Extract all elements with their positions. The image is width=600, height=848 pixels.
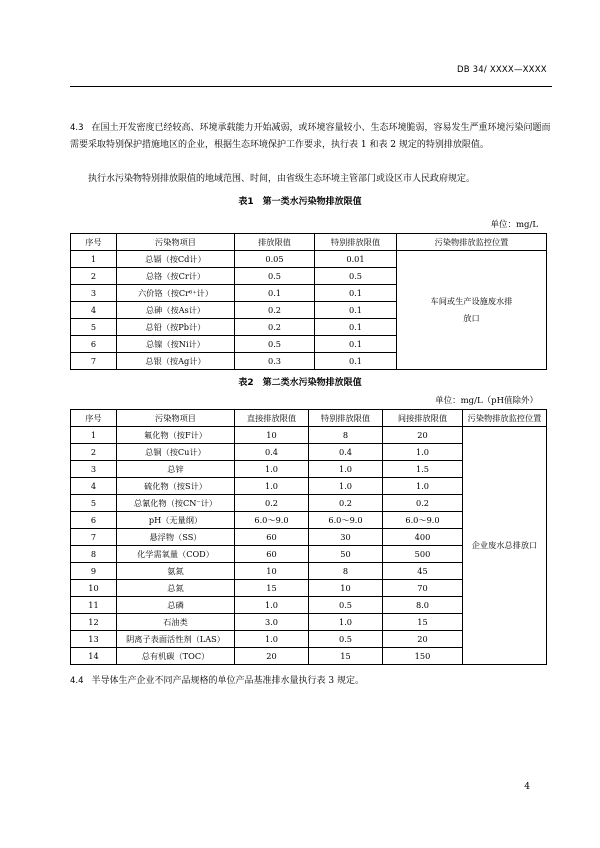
section-text: 在国土开发密度已经较高、环境承载能力开始减弱，或环境容量较小、生态环境脆弱，容易发生严重环境污染问题而需要采取特别保护措施地区的企业，根据生态环境保护工作要求，执行表 1 和表 2 规定的特别排放限值。	[70, 123, 551, 150]
table-cell: 30	[309, 529, 383, 546]
table-cell: 70	[383, 580, 463, 597]
table2-header-seq: 序号	[71, 410, 117, 427]
section-4-3-paragraph-2: 执行水污染物特别排放限值的地域范围、时间，由省级生态环境主管部门或设区市人民政府规定。	[88, 174, 476, 184]
table2-caption: 表2 第二类水污染物排放限值	[238, 378, 362, 388]
table-cell: 0.1	[315, 336, 397, 353]
table-cell: 400	[383, 529, 463, 546]
table2-unit: 单位：mg/L（pH值除外）	[435, 396, 538, 406]
table-cell: 1.0	[235, 597, 309, 614]
table-cell: 0.5	[235, 336, 315, 353]
table-cell: 1.0	[309, 478, 383, 495]
table1-header-row	[71, 234, 547, 251]
table-cell: 总砷（按As计）	[117, 302, 235, 319]
section-4-4	[70, 673, 552, 690]
table-cell: 12	[71, 614, 117, 631]
table-cell: 60	[235, 529, 309, 546]
table-cell: 50	[309, 546, 383, 563]
table-cell: 总磷	[117, 597, 235, 614]
table-cell: 总锌	[117, 461, 235, 478]
table-cell: 20	[383, 631, 463, 648]
table-row	[71, 251, 547, 268]
table-cell: 0.05	[235, 251, 315, 268]
table-cell: 0.5	[235, 268, 315, 285]
table2-header-pollutant: 污染物项目	[117, 410, 235, 427]
table-cell: 6	[71, 512, 117, 529]
table-cell: 3	[71, 285, 117, 302]
table-cell: 1.0	[235, 461, 309, 478]
table-cell: 总镍（按Ni计）	[117, 336, 235, 353]
table-cell: 3	[71, 461, 117, 478]
table-cell: 7	[71, 529, 117, 546]
table-cell: 1.0	[383, 478, 463, 495]
table-cell: 5	[71, 495, 117, 512]
table-cell: 悬浮物（SS）	[117, 529, 235, 546]
table-cell: 0.1	[235, 285, 315, 302]
table-cell: 6.0～9.0	[309, 512, 383, 529]
table2-location-cell: 企业废水总排放口	[463, 427, 547, 665]
table-cell: 1.0	[309, 614, 383, 631]
table-cell: 0.5	[309, 631, 383, 648]
table-cell: 4	[71, 478, 117, 495]
table-cell: 1.0	[235, 478, 309, 495]
table-cell: 总铅（按Pb计）	[117, 319, 235, 336]
table-cell: 0.1	[315, 353, 397, 370]
table-cell: 总铜（按Cu计）	[117, 444, 235, 461]
table-cell: 3.0	[235, 614, 309, 631]
section-4-3	[70, 120, 552, 154]
table2-header-special-limit: 特别排放限值	[309, 410, 383, 427]
table-cell: 15	[383, 614, 463, 631]
table-cell: 总银（按Ag计）	[117, 353, 235, 370]
table-cell: 总铬（按Cr计）	[117, 268, 235, 285]
table-cell: 20	[383, 427, 463, 444]
table-cell: 1	[71, 427, 117, 444]
table1-header-limit: 排放限值	[235, 234, 315, 251]
table-cell: 20	[235, 648, 309, 665]
header-rule	[70, 86, 552, 87]
table-cell: 13	[71, 631, 117, 648]
table-cell: 6	[71, 336, 117, 353]
table1-header-special-limit: 特别排放限值	[315, 234, 397, 251]
section-number: 4.3	[70, 123, 84, 133]
table-cell: 1.0	[235, 631, 309, 648]
table-cell: 8	[309, 563, 383, 580]
table-cell: 7	[71, 353, 117, 370]
table2-header-direct-limit: 直接排放限值	[235, 410, 309, 427]
table-cell: 六价铬（按Cr⁶⁺计）	[117, 285, 235, 302]
table-cell: 10	[235, 427, 309, 444]
table1	[70, 233, 547, 370]
table-cell: 0.1	[315, 285, 397, 302]
table-cell: 总氰化物（按CN⁻计）	[117, 495, 235, 512]
table-cell: 6.0～9.0	[235, 512, 309, 529]
table-cell: 石油类	[117, 614, 235, 631]
table-cell: 8	[71, 546, 117, 563]
table-cell: 60	[235, 546, 309, 563]
table-cell: 4	[71, 302, 117, 319]
table-cell: 0.3	[235, 353, 315, 370]
table-cell: 阴离子表面活性剂（LAS）	[117, 631, 235, 648]
table-cell: 45	[383, 563, 463, 580]
table-cell: 氨氮	[117, 563, 235, 580]
table-cell: 0.2	[309, 495, 383, 512]
table-cell: 9	[71, 563, 117, 580]
page-number: 4	[524, 782, 530, 792]
table2-header-row	[71, 410, 547, 427]
table-cell: 总镉（按Cd计）	[117, 251, 235, 268]
table-cell: 10	[309, 580, 383, 597]
table-cell: 总有机碳（TOC）	[117, 648, 235, 665]
table-cell: 0.01	[315, 251, 397, 268]
table-cell: 0.1	[315, 319, 397, 336]
table-cell: 1.0	[383, 444, 463, 461]
table-cell: 0.5	[315, 268, 397, 285]
table-cell: 5	[71, 319, 117, 336]
table-cell: 氟化物（按F计）	[117, 427, 235, 444]
table-cell: 0.2	[235, 319, 315, 336]
table-cell: 硫化物（按S计）	[117, 478, 235, 495]
table1-header-pollutant: 污染物项目	[117, 234, 235, 251]
table-cell: 1.0	[309, 461, 383, 478]
table-cell: 1.5	[383, 461, 463, 478]
table-cell: pH（无量纲）	[117, 512, 235, 529]
table-cell: 2	[71, 268, 117, 285]
table-cell: 500	[383, 546, 463, 563]
table-cell: 化学需氧量（COD）	[117, 546, 235, 563]
table1-header-seq: 序号	[71, 234, 117, 251]
table1-unit: 单位：mg/L	[490, 220, 538, 230]
table-cell: 8	[309, 427, 383, 444]
table-cell: 10	[235, 563, 309, 580]
table-cell: 0.4	[235, 444, 309, 461]
table2-header-location: 污染物排放监控位置	[463, 410, 547, 427]
table-cell: 10	[71, 580, 117, 597]
table-cell: 总氮	[117, 580, 235, 597]
table-cell: 15	[235, 580, 309, 597]
table2-header-indirect-limit: 间接排放限值	[383, 410, 463, 427]
table-cell: 0.4	[309, 444, 383, 461]
table-cell: 14	[71, 648, 117, 665]
table-cell: 8.0	[383, 597, 463, 614]
table-cell: 2	[71, 444, 117, 461]
table-cell: 6.0～9.0	[383, 512, 463, 529]
table1-location-text: 车间或生产设施废水排放口	[430, 296, 513, 323]
document-code: DB 34/ XXXX—XXXX	[457, 65, 547, 75]
table-cell: 0.5	[309, 597, 383, 614]
table-cell: 11	[71, 597, 117, 614]
table-row	[71, 427, 547, 444]
table-cell: 0.1	[315, 302, 397, 319]
table-cell: 0.2	[383, 495, 463, 512]
section-text: 半导体生产企业不同产品规格的单位产品基准排水量执行表 3 规定。	[91, 676, 364, 686]
table-cell: 0.2	[235, 302, 315, 319]
table1-header-location: 污染物排放监控位置	[397, 234, 547, 251]
table2	[70, 409, 547, 665]
table1-location-cell	[397, 251, 547, 370]
table-cell: 150	[383, 648, 463, 665]
table-cell: 15	[309, 648, 383, 665]
table1-caption: 表1 第一类水污染物排放限值	[238, 197, 362, 207]
section-number: 4.4	[70, 676, 84, 686]
table-cell: 0.2	[235, 495, 309, 512]
table-cell: 1	[71, 251, 117, 268]
